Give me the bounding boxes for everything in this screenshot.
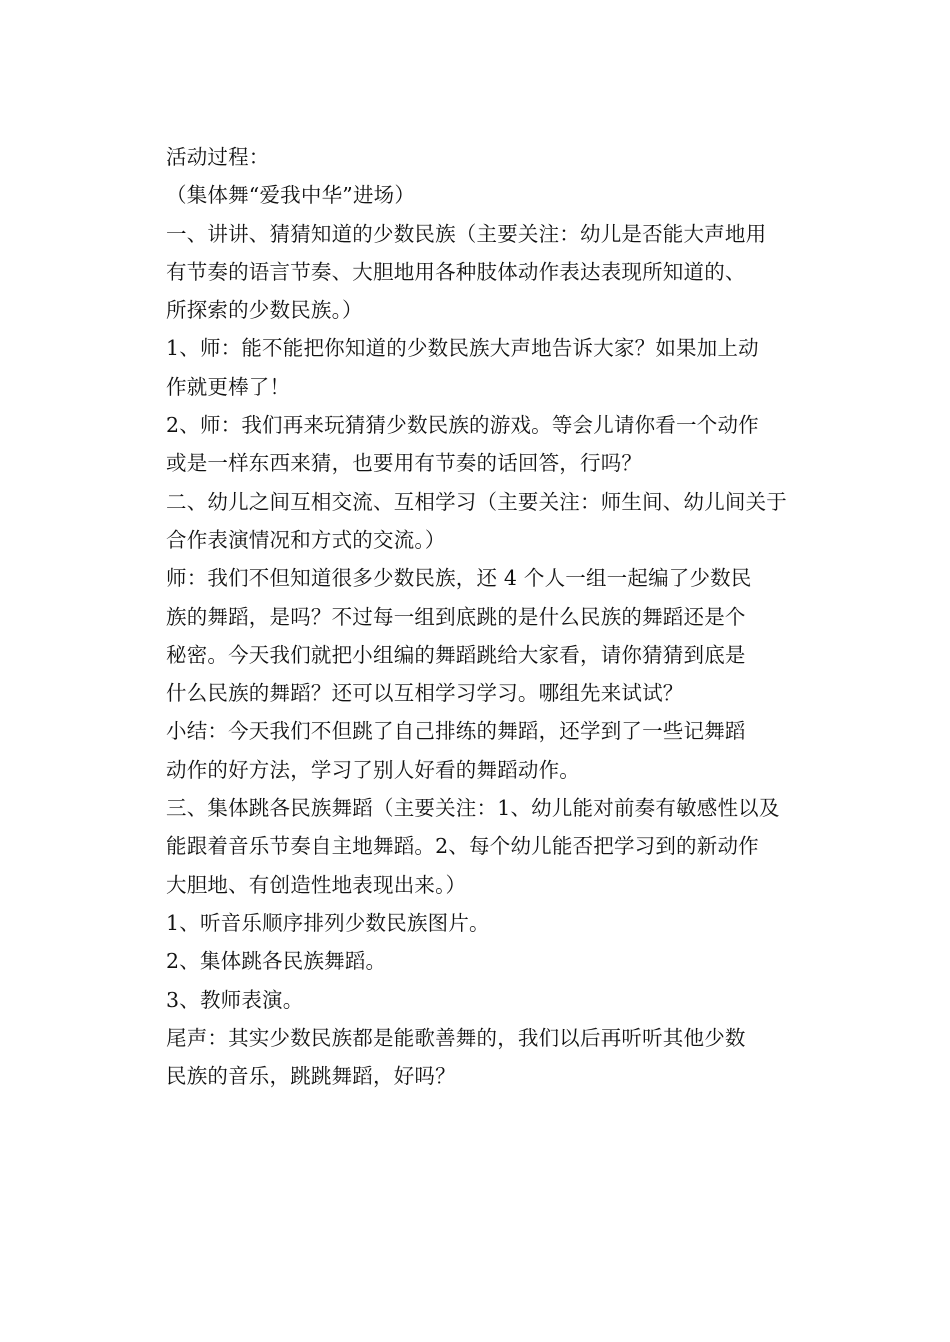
text-line: 动作的好方法，学习了别人好看的舞蹈动作。 [166, 757, 580, 782]
text-line: 什么民族的舞蹈？还可以互相学习学习。哪组先来试试？ [166, 681, 684, 706]
section-heading: 三、集体跳各民族舞蹈（主要关注：1、幼儿能对前奏有敏感性以及 [166, 796, 780, 821]
text-line: 秘密。今天我们就把小组编的舞蹈跳给大家看，请你猜猜到底是 [166, 642, 746, 667]
list-item: 3、教师表演。 [166, 987, 304, 1012]
document-body [166, 138, 790, 1095]
list-item: 2、集体跳各民族舞蹈。 [166, 949, 387, 974]
text-line: 1、师：能不能把你知道的少数民族大声地告诉大家？如果加上动 [166, 336, 759, 361]
text-line: 有节奏的语言节奏、大胆地用各种肢体动作表达表现所知道的、 [166, 259, 746, 284]
text-line: 2、师：我们再来玩猜猜少数民族的游戏。等会儿请你看一个动作 [166, 413, 759, 438]
text-line: 师：我们不但知道很多少数民族，还 4 个人一组一起编了少数民 [166, 566, 752, 591]
section-heading: 二、幼儿之间互相交流、互相学习（主要关注：师生间、幼儿间关于 [166, 489, 787, 514]
text-line: （集体舞“爱我中华”进场） [166, 183, 416, 208]
text-line: 民族的音乐，跳跳舞蹈，好吗？ [166, 1064, 456, 1089]
text-line: 所探索的少数民族。） [166, 298, 363, 323]
text-line: 族的舞蹈，是吗？不过每一组到底跳的是什么民族的舞蹈还是个 [166, 604, 746, 629]
text-line: 作就更棒了！ [166, 374, 291, 399]
section-heading: 一、讲讲、猜猜知道的少数民族（主要关注：幼儿是否能大声地用 [166, 221, 767, 246]
text-line: 小结：今天我们不但跳了自己排练的舞蹈，还学到了一些记舞蹈 [166, 719, 746, 744]
list-item: 1、听音乐顺序排列少数民族图片。 [166, 910, 490, 935]
text-line: 或是一样东西来猜，也要用有节奏的话回答，行吗？ [166, 451, 643, 476]
text-line: 大胆地、有创造性地表现出来。） [166, 872, 467, 897]
text-line: 尾声：其实少数民族都是能歌善舞的，我们以后再听听其他少数 [166, 1025, 746, 1050]
section-heading: 活动过程： [166, 145, 270, 169]
text-line: 能跟着音乐节奏自主地舞蹈。2、每个幼儿能否把学习到的新动作 [166, 834, 759, 859]
text-line: 合作表演情况和方式的交流。） [166, 527, 446, 552]
